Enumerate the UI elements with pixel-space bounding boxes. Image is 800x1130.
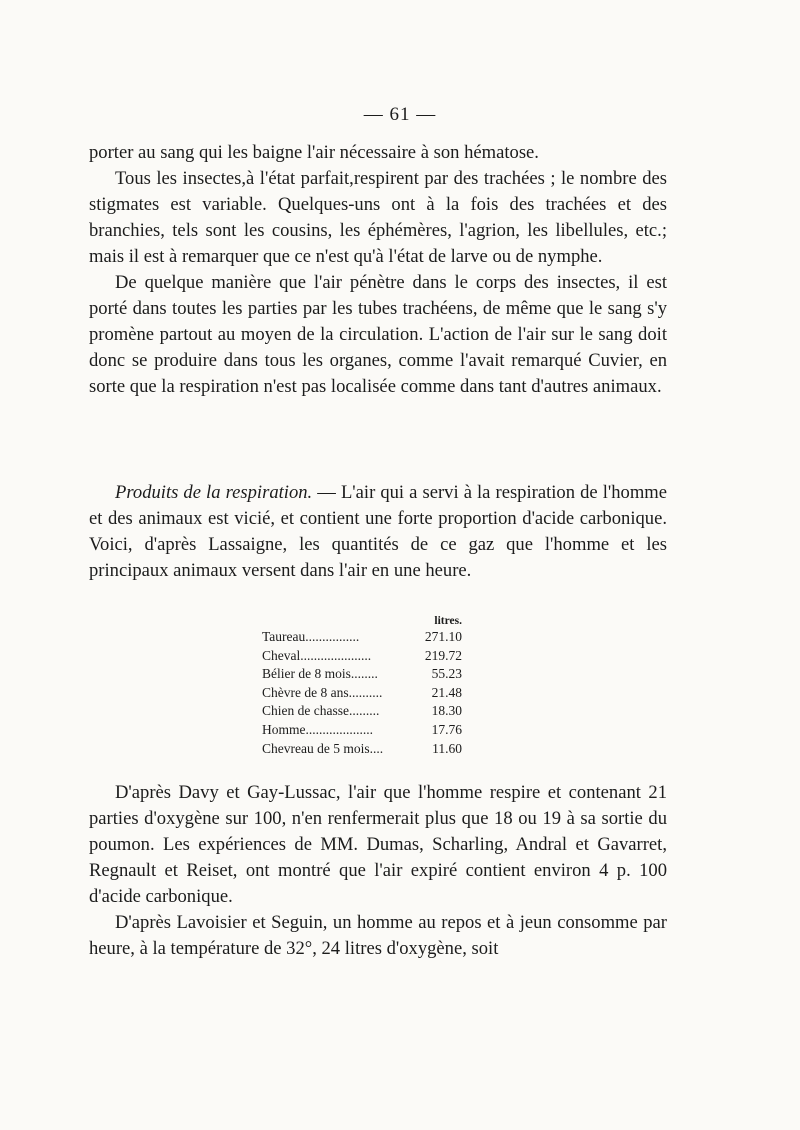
paragraph: D'après Lavoisier et Seguin, un homme au repos et à jeun consomme par heure, à la température de 32°, 24 litres d'oxygène, soit xyxy=(89,912,667,959)
section-heading: Produits de la respiration. xyxy=(115,482,313,503)
section-produits xyxy=(89,480,667,584)
table-row xyxy=(262,628,462,647)
table-row xyxy=(262,665,462,684)
row-label: Chien de chasse......... xyxy=(262,703,380,719)
paragraph: De quelque manière que l'air pénètre dans le corps des insectes, il est porté dans toutes les parties par les tubes trachéens, de même que le sang s'y promène partout au moyen de la circulation. L'action de l'air sur le sang doit donc se produire dans tous les organes, comme l'avait remarqué Cuvier, en sorte que la respiration n'est pas localisée comme dans tant d'autres animaux. xyxy=(89,272,667,397)
paragraph: porter au sang qui les baigne l'air nécessaire à son hématose. xyxy=(89,142,539,163)
row-label: Chevreau de 5 mois.... xyxy=(262,740,384,756)
table-row xyxy=(262,721,462,740)
table-row xyxy=(262,702,462,721)
table-unit: litres. xyxy=(434,615,462,627)
row-value: 18.30 xyxy=(431,703,462,719)
row-label: Chèvre de 8 ans.......... xyxy=(262,684,383,700)
row-value: 55.23 xyxy=(431,666,462,682)
table-row xyxy=(262,647,462,666)
row-label: Cheval..................... xyxy=(262,647,372,663)
row-value: 11.60 xyxy=(432,740,462,756)
row-value: 21.48 xyxy=(431,684,462,700)
section-text: — L'air qui a servi à la respiration de l'homme et des animaux est vicié, et contient une forte proportion d'acide carbonique. Voici, d'après Lassaigne, les quantités de ce gaz que l'homme et les principaux animaux versent dans l'air en une heure. xyxy=(89,482,667,581)
row-value: 271.10 xyxy=(424,629,462,644)
row-label: Bélier de 8 mois........ xyxy=(262,666,378,682)
paragraph: D'après Davy et Gay-Lussac, l'air que l'homme respire et contenant 21 parties d'oxygène sur 100, n'en renfermerait plus que 18 ou 19 à sa sortie du poumon. Les expériences de MM. Dumas, Scharling, Andral et Gavarret, Regnault et Reiset, ont montré que l'air expiré contient environ 4 p. 100 d'acide carbonique. xyxy=(89,782,667,907)
row-value: 219.72 xyxy=(424,647,462,663)
page-number: — 61 — xyxy=(363,104,437,125)
paragraphs-bottom xyxy=(89,780,667,962)
section-paragraph xyxy=(89,480,667,584)
table-row xyxy=(262,740,462,759)
co2-table xyxy=(262,612,462,758)
table-row xyxy=(262,684,462,703)
paragraph: Tous les insectes,à l'état parfait,respirent par des trachées ; le nombre des stigmates est variable. Quelques-uns ont à la fois des trachées et des branchies, tels sont les cousins, les éphémères, l'agrion, les libellules, etc.; mais il est à remarquer que ce n'est qu'à l'état de larve ou de nymphe. xyxy=(89,168,667,267)
row-label: Taureau................ xyxy=(262,629,360,644)
row-label: Homme.................... xyxy=(262,721,373,737)
row-value: 17.76 xyxy=(431,721,462,737)
paragraphs-top xyxy=(89,140,667,400)
